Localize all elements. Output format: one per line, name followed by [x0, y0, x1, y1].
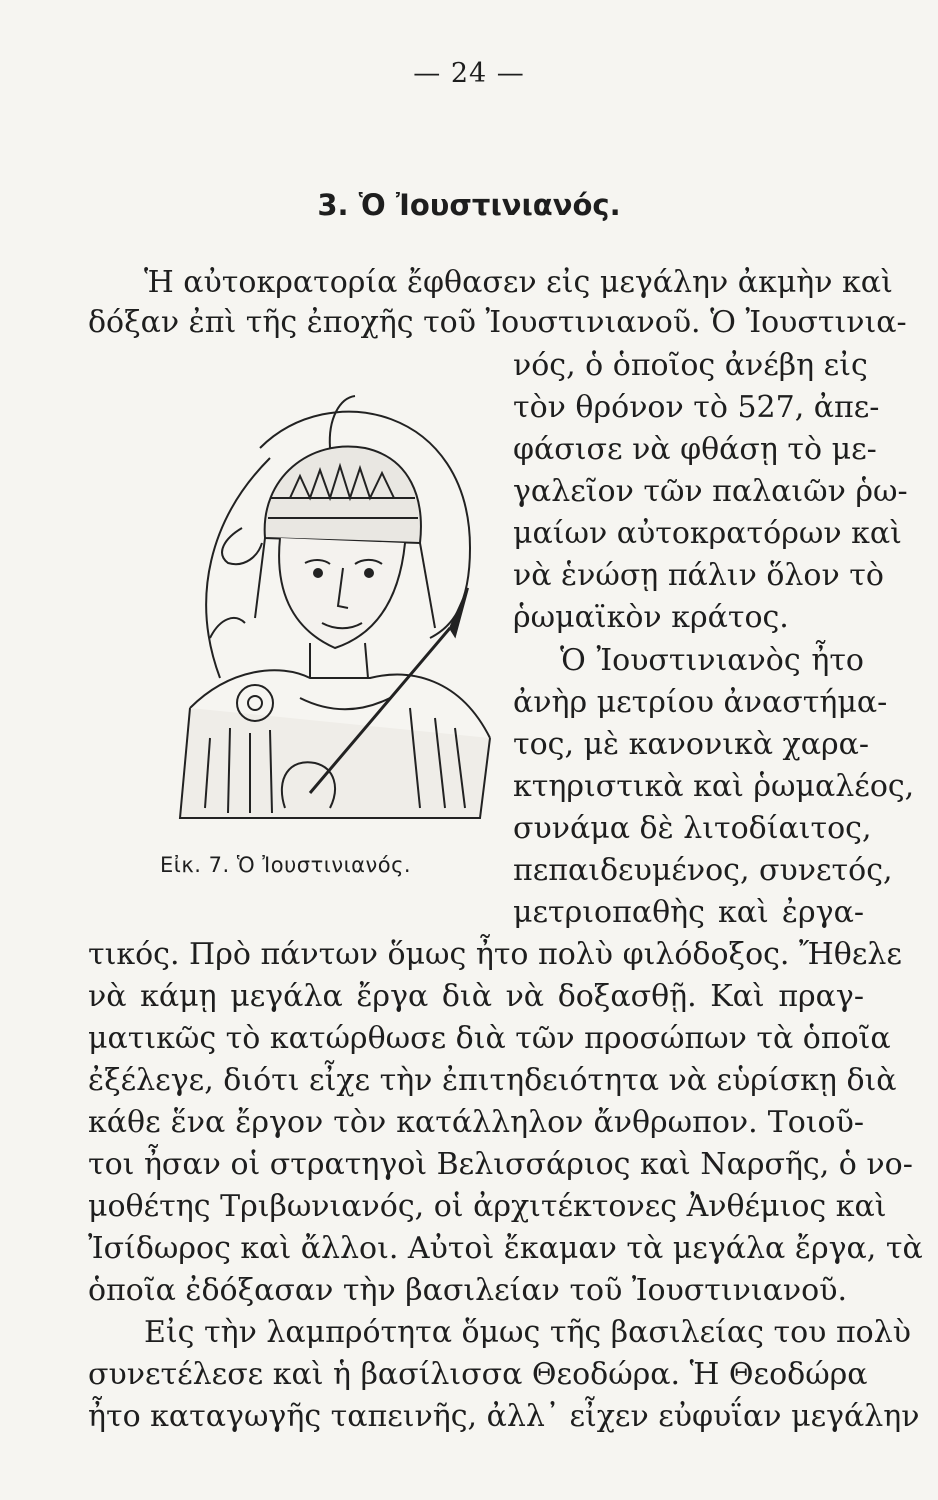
text-line: τὸν θρόνον τὸ 527, ἀπε- — [513, 390, 880, 425]
text-line: τοι ἦσαν οἱ στρατηγοὶ Βελισσάριος καὶ Ναρσῆς, ὁ νο- — [88, 1147, 913, 1182]
text-line: συνάμα δὲ λιτοδίαιτος, — [513, 811, 872, 846]
text-line: Ὁ Ἰουστινιανὸς ἦτο — [560, 643, 864, 678]
figure-caption: Εἰκ. 7. Ὁ Ἰουστινιανός. — [160, 853, 412, 877]
text-line: πεπαιδευμένος, συνετός, — [513, 853, 893, 888]
text-line: ἀνὴρ μετρίου ἀναστήμα- — [513, 685, 888, 720]
text-line: τικός. Πρὸ πάντων ὅμως ἦτο πολὺ φιλόδοξος. Ἤθελε — [88, 937, 902, 972]
text-line: ἦτο καταγωγῆς ταπεινῆς, ἀλλ᾽ εἶχεν εὐφυΐαν μεγάλην — [88, 1399, 920, 1434]
text-line: ῥωμαϊκὸν κράτος. — [513, 600, 789, 635]
text-line: μοθέτης Τριβωνιανός, οἱ ἀρχιτέκτονες Ἀνθέμιος καὶ — [88, 1189, 887, 1224]
text-line: ἐξέλεγε, διότι εἶχε τὴν ἐπιτηδειότητα νὰ εὑρίσκῃ διὰ — [88, 1063, 897, 1098]
page-number: — 24 — — [413, 58, 525, 89]
text-line: νὰ ἑνώσῃ πάλιν ὅλον τὸ — [513, 558, 884, 593]
text-line: ματικῶς τὸ κατώρθωσε διὰ τῶν προσώπων τὰ ὁποῖα — [88, 1021, 891, 1056]
text-line: τος, μὲ κανονικὰ χαρα- — [513, 727, 869, 762]
text-line: Ἡ αὐτοκρατορία ἔφθασεν εἰς μεγάλην ἀκμὴν καὶ — [144, 265, 893, 300]
justinian-portrait-illustration — [150, 378, 510, 848]
text-line: φάσισε νὰ φθάσῃ τὸ με- — [513, 432, 877, 467]
text-line: κτηριστικὰ καὶ ῥωμαλέος, — [513, 769, 915, 804]
text-line: ὁποῖα ἐδόξασαν τὴν βασιλείαν τοῦ Ἰουστινιανοῦ. — [88, 1273, 847, 1308]
text-line: νὰ κάμῃ μεγάλα ἔργα διὰ νὰ δοξασθῇ. Καὶ πραγ- — [88, 979, 864, 1014]
text-line: συνετέλεσε καὶ ἡ βασίλισσα Θεοδώρα. Ἡ Θεοδώρα — [88, 1357, 868, 1392]
text-line: κάθε ἕνα ἔργον τὸν κατάλληλον ἄνθρωπον. Τοιοῦ- — [88, 1105, 864, 1140]
justinian-portrait-figure — [150, 378, 510, 848]
text-line: μαίων αὐτοκρατόρων καὶ — [513, 516, 902, 551]
text-line: Εἰς τὴν λαμπρότητα ὅμως τῆς βασιλείας του πολὺ — [144, 1315, 911, 1350]
text-line: γαλεῖον τῶν παλαιῶν ῥω- — [513, 474, 908, 509]
text-line: δόξαν ἐπὶ τῆς ἐποχῆς τοῦ Ἰουστινιανοῦ. Ὁ Ἰουστινια- — [88, 305, 907, 340]
chapter-title: 3. Ὁ Ἰουστινιανός. — [317, 188, 621, 222]
text-line: μετριοπαθὴς καὶ ἐργα- — [513, 895, 864, 930]
text-line: Ἰσίδωρος καὶ ἄλλοι. Αὐτοὶ ἔκαμαν τὰ μεγάλα ἔργα, τὰ — [88, 1231, 923, 1266]
text-line: νός, ὁ ὁποῖος ἀνέβη εἰς — [513, 348, 868, 383]
